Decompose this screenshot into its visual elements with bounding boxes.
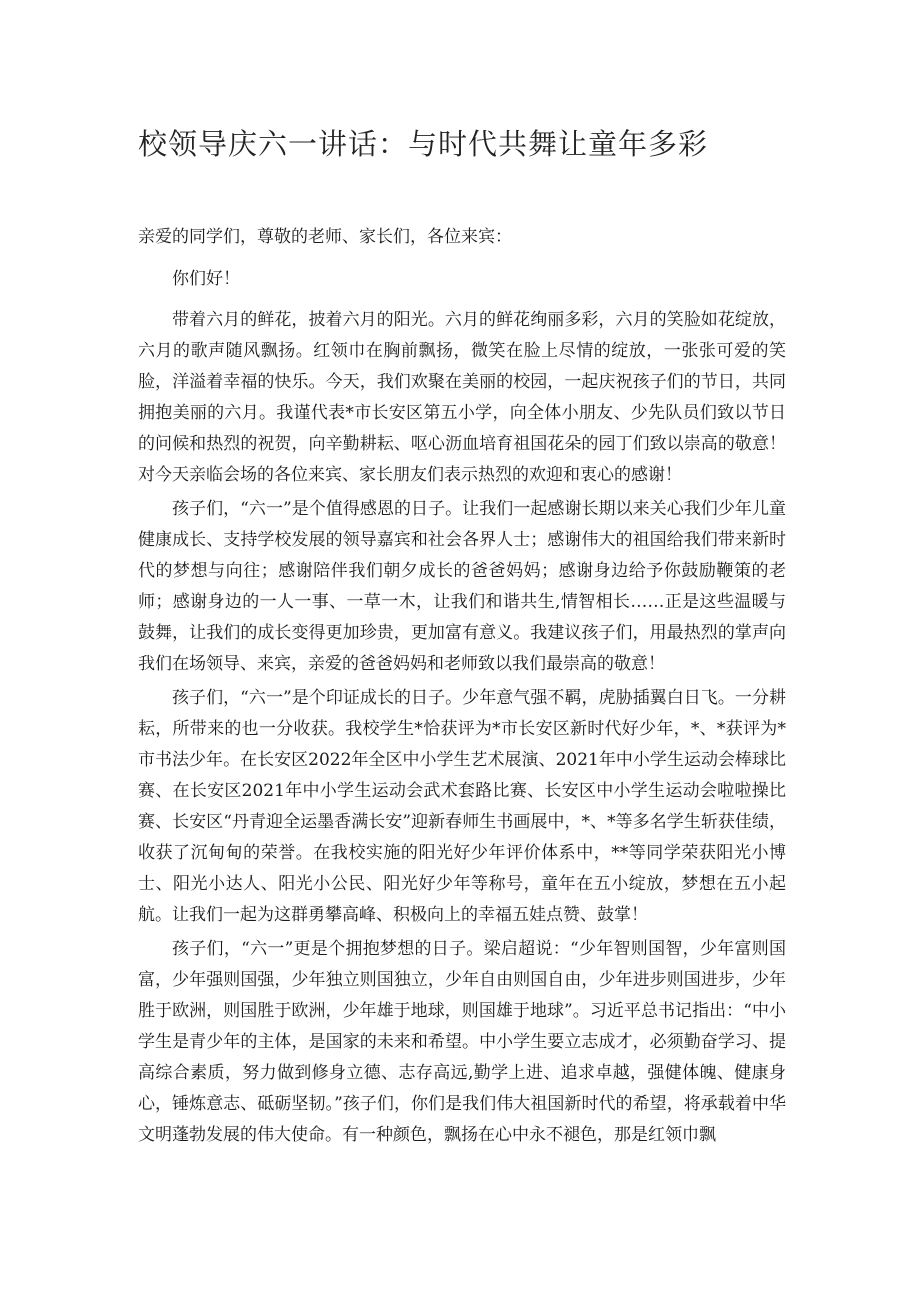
document-body [138, 222, 786, 1154]
body-paragraph: 带着六月的鲜花，披着六月的阳光。六月的鲜花绚丽多彩，六月的笑脸如花绽放，六月的歌声随风飘扬。红领巾在胸前飘扬，微笑在脸上尽情的绽放，一张张可爱的笑脸，洋溢着幸福的快乐。今天，我们欢聚在美丽的校园，一起庆祝孩子们的节日，共同拥抱美丽的六月。我谨代表*市长安区第五小学，向全体小朋友、少先队员们致以节日的问候和热烈的祝贺，向辛勤耕耘、呕心沥血培育祖国花朵的园丁们致以崇高的敬意！对今天亲临会场的各位来宾、家长朋友们表示热烈的欢迎和衷心的感谢！ [138, 310, 786, 485]
body-paragraph: 孩子们，“六一”更是个拥抱梦想的日子。梁启超说：“少年智则国智，少年富则国富，少年强则国强，少年独立则国独立，少年自由则国自由，少年进步则国进步，少年胜于欧洲，则国胜于欧洲，少年雄于地球，则国雄于地球”。习近平总书记指出：“中小学生是青少年的主体，是国家的未来和希望。中小学生要立志成才，必须勤奋学习、提高综合素质，努力做到修身立德、志存高远,勤学上进、追求卓越，强健体魄、健康身心，锤炼意志、砥砺坚韧。”孩子们，你们是我们伟大祖国新时代的希望，将承载着中华文明蓬勃发展的伟大使命。有一种颜色，飘扬在心中永不褪色，那是红领巾飘 [138, 939, 786, 1145]
body-paragraph: 孩子们，“六一”是个值得感恩的日子。让我们一起感谢长期以来关心我们少年儿童健康成长、支持学校发展的领导嘉宾和社会各界人士；感谢伟大的祖国给我们带来新时代的梦想与向往；感谢陪伴我们朝夕成长的爸爸妈妈；感谢身边给予你鼓励鞭策的老师；感谢身边的一人一事、一草一木，让我们和谐共生,情智相长……正是这些温暖与鼓舞，让我们的成长变得更加珍贵，更加富有意义。我建议孩子们，用最热烈的掌声向我们在场领导、来宾，亲爱的爸爸妈妈和老师致以我们最崇高的敬意！ [138, 499, 786, 674]
greeting-line: 你们好！ [172, 269, 240, 289]
salutation-line: 亲爱的同学们，尊敬的老师、家长们，各位来宾： [138, 227, 512, 247]
body-paragraph: 孩子们，“六一”是个印证成长的日子。少年意气强不羁，虎胁插翼白日飞。一分耕耘，所带来的也一分收获。我校学生*恰获评为*市长安区新时代好少年，*、*获评为*市书法少年。在长安区2022年全区中小学生艺术展演、2021年中小学生运动会棒球比赛、在长安区2021年中小学生运动会武术套路比赛、长安区中小学生运动会啦啦操比赛、长安区“丹青迎全运墨香满长安”迎新春师生书画展中，*、*等多名学生斩获佳绩，收获了沉甸甸的荣誉。在我校实施的阳光好少年评价体系中，**等同学荣获阳光小博士、阳光小达人、阳光小公民、阳光好少年等称号，童年在五小绽放，梦想在五小起航。让我们一起为这群勇攀高峰、积极向上的幸福五娃点赞、鼓掌！ [138, 688, 786, 925]
document-title: 校领导庆六一讲话：与时代共舞让童年多彩 [138, 127, 709, 161]
